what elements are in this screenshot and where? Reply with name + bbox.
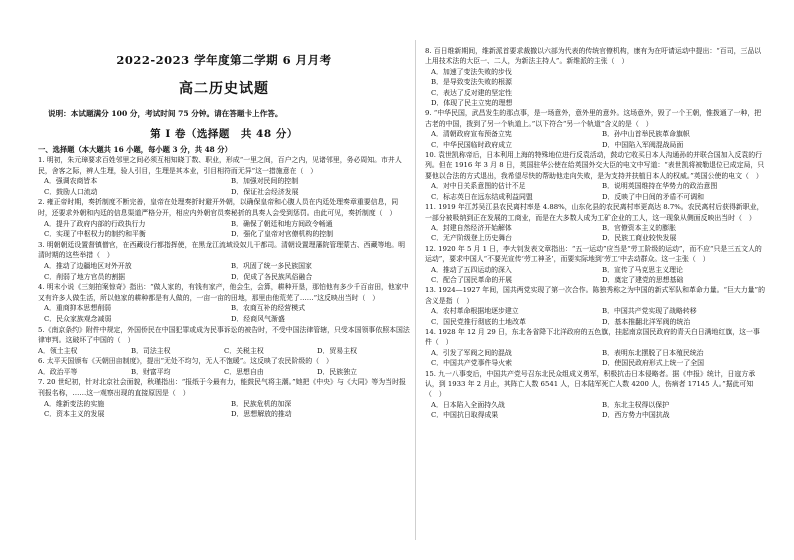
option-c: C．民众家族观念减弱: [44, 314, 112, 323]
option-a: A．提升了政府内部的行政执行力: [44, 219, 146, 228]
option-c: C．鼓励人口流动: [44, 187, 98, 196]
option-d: D．基本推翻北洋军阀的统治: [602, 317, 691, 326]
question-options: [38, 261, 410, 282]
option-b: B．农商互补的经营模式: [231, 304, 305, 313]
right-question-list: [425, 46, 765, 421]
part-title: 第 Ⅰ 卷（选择题 共 48 分）: [150, 128, 298, 140]
option-c: C．资本主义的发展: [44, 410, 105, 419]
option-b: B．中国共产党实现了战略转移: [602, 307, 697, 316]
option-a: A．维新变法的实施: [44, 399, 105, 408]
option-d: D．促成了各民族风俗融合: [231, 272, 313, 281]
option-b: B．东北主权得以保护: [602, 400, 670, 409]
question-stem: 2. 雍正帝时期，奏折制度不断完善，皇帝在处理奏折时避开外朝，以确保皇帝和心腹人员在内廷处理奏章重要信息，同时，还要求外朝和内廷的信息渠道严格分开，相应内外朝官员奏秘折的具奏人会受到惩罚。由此可见，奏折制度（ ）: [38, 198, 399, 217]
option-c: C．中国抗日取得成果: [431, 411, 499, 420]
option-b: B．宣传了马克思主义理论: [602, 265, 683, 274]
option-a: A．对中日关系意图的估计不足: [431, 182, 526, 191]
option-a: A．引发了军阀之间的混战: [431, 348, 512, 357]
question-stem: 9. “中华民国，武昌发生的那点事，是一场意外，意外里的意外。这场意外，毁了一个王朝，惟拨通了一种，把古老的中国，拨到了另一个轨道上。”以下符合“另一个轨道”含义的是（ ）: [425, 109, 762, 128]
option-c: C．国民党推行彻底的土地改革: [431, 317, 526, 326]
option-c: C．实现了中枢权力的制约和平衡: [44, 230, 146, 239]
question-options: [425, 265, 765, 286]
question-options: [38, 346, 410, 357]
option-b: B．官僚资本主义的膨胀: [602, 223, 676, 232]
question-stem: 5.《南京条约》附件中规定，外国侨民在中国犯罪或成为民事诉讼的被告时，不受中国法律管辖，只受本国领事依照本国法律审判。这破坏了中国的（ ）: [38, 325, 410, 345]
question-stem: 13. 1924—1927 年间，国共两党实现了第一次合作。陈独秀称之为中国的新式军队和革命力量。“巨大力量”的含义是指（ ）: [425, 286, 765, 305]
option-b: B．司法主权: [131, 346, 171, 355]
option-b: B．表明东北摆脱了日本殖民统治: [602, 348, 704, 357]
question-4: [38, 282, 410, 324]
question-stem: 1. 明初，朱元璋要求百姓邻里之间必须互相知晓丁数、职业，形成“一里之间，百户之内，见诸邻里，务必周知。市井人民，舍客之际，辨人生理，验人引目，生理是其本业，引目相符而无异”这一措施意在（ ）: [38, 156, 402, 175]
question-stem: 12. 1920 年 5 月 1 日，李大钊发表文章指出：“五一运动”应当是“劳工阶级的运动”，而不应“只是三五文人的运动”，要求中国人“不要光宣传‘劳工神圣’，而要实际地到‘劳工’中去动群众。这一主张（ ）: [425, 244, 762, 264]
option-b: B．说明英国维持在华势力的政治意图: [602, 182, 718, 191]
option-d: D．贸易主权: [317, 346, 357, 355]
question-options: [425, 348, 765, 369]
option-d: D．奠定了建党的思想基础: [602, 275, 684, 284]
question-options: [38, 367, 410, 378]
option-a: A．推动了边疆地区对外开放: [44, 261, 132, 270]
question-options: [425, 181, 765, 202]
question-1: [38, 155, 410, 197]
option-d: D．保证社会经济发展: [231, 187, 299, 196]
option-b: B．巩固了统一多民族国家: [231, 261, 312, 270]
option-b: B．民族危机的加深: [231, 399, 292, 408]
question-options: [425, 129, 765, 150]
left-column: [38, 0, 410, 420]
left-question-list: [38, 155, 410, 420]
option-a: A．农村革命根据地逐步建立: [431, 307, 519, 316]
option-c: C．中华民国临时政府成立: [431, 140, 513, 149]
question-2: [38, 197, 410, 239]
question-5: [38, 325, 410, 357]
option-c: C．思想自由: [224, 367, 264, 376]
option-d: D．反映了中日间的矛盾不可调和: [602, 192, 704, 201]
option-d: D．体现了民主立宪的理想: [431, 99, 513, 108]
right-column: [425, 0, 765, 421]
question-12: [425, 244, 765, 286]
question-stem: 4. 明末小说《三刻拍案惊奇》指出：“做人家的，有钱有家产，他会生，会算，耕种开垦，那怕他有多少千百亩田，他家中又有许多人做生活，所以他家的耕种都是有人做的，一亩一亩的田地，那里由他荒芜了……”这反映出当时（ ）: [38, 283, 409, 302]
question-7: [38, 377, 410, 419]
question-stem: 8. 百日维新期间，维新派首要求裁撤以六部为代表的传统官僚机构，康有为在吁请运动中提出：“百司，三品以上用技术法的大臣一、二人，为新法主持人”。新维派的主张（ ）: [425, 47, 762, 66]
question-stem: 11. 1919 年江苏吴江县农民离村率是 4.88%，山东化县的农民离村率更高达 8.7%。农民离村后获得新职业，一部分被吸纳到正在发展的工商业，而是在大多数人成为工矿企业的工人，这一现象从侧面反映出当时（ ）: [425, 203, 764, 222]
option-b: B．孙中山首举民族革命旗帜: [602, 130, 690, 139]
question-9: [425, 108, 765, 150]
question-options: [38, 303, 410, 324]
question-options: [38, 176, 410, 197]
option-d: D．西方势力中国抗战: [602, 411, 670, 420]
exam-notice: 说明：本试题满分 100 分，考试时间 75 分钟。请在答题卡上作答。: [48, 109, 283, 118]
option-b: B．加强对民间的控制: [231, 177, 299, 186]
exam-title: 2022-2023 学年度第二学期 6 月月考: [116, 53, 332, 67]
option-b: B．财富平均: [131, 367, 171, 376]
header: [38, 52, 410, 141]
option-b: B．是导致变法失败的根源: [431, 78, 512, 87]
option-c: C．削弱了地方官员的割据: [44, 272, 126, 281]
question-options: [38, 399, 410, 420]
question-options: [425, 67, 765, 109]
option-b: B．确保了朝廷和地方间政令畅通: [231, 219, 333, 228]
question-options: [425, 306, 765, 327]
option-d: D．思想解放的推动: [231, 410, 292, 419]
option-c: C．关税主权: [224, 346, 264, 355]
option-a: A．加速了变法失败的步伐: [431, 67, 512, 76]
question-10: [425, 150, 765, 202]
option-a: A．强调农商皆本: [44, 177, 98, 186]
option-a: A．重商抑本思想削弱: [44, 304, 111, 313]
question-3: [38, 240, 410, 282]
question-14: [425, 327, 765, 369]
option-d: D．民族工商业较快发展: [602, 234, 677, 243]
option-a: A．清朝政府宣布预备立宪: [431, 130, 512, 139]
question-stem: 3. 明朝朝廷设置督镇僧官，在西藏设行都指挥使，在黑龙江流域设奴儿干都司。清朝设置理藩院管理蒙古、西藏等地。明清时期的这些举措（ ）: [38, 240, 406, 260]
question-8: [425, 46, 765, 108]
question-options: [425, 223, 765, 244]
option-c: C．配合了国民革命的开展: [431, 275, 513, 284]
question-13: [425, 285, 765, 327]
section-title: 一、选择题（本大题共 16 小题，每小题 3 分，共 48 分）: [38, 145, 232, 154]
option-c: C．中国共产党事件导火索: [431, 359, 513, 368]
subject-title: 高二历史试题: [179, 81, 269, 97]
option-a: A．政治平等: [38, 367, 78, 376]
option-d: D．民族独立: [317, 367, 357, 376]
option-d: D．中国陷入军阀混战局面: [602, 140, 684, 149]
option-d: D．强化了皇帝对官僚机构的控制: [231, 230, 333, 239]
column-divider: [415, 40, 416, 540]
question-options: [38, 219, 410, 240]
option-c: C．表达了反对建的坚定性: [431, 88, 513, 97]
option-a: A．封建自然经济开始解体: [431, 223, 512, 232]
question-stem: 14. 1928 年 12 月 29 日，东北各省降下北洋政府的五色旗，挂起南京国民政府的青天白日满地红旗，这一事件（ ）: [425, 327, 760, 347]
question-11: [425, 202, 765, 244]
question-stem: 10. 袁世凯称帝后，日本利用上海的特殊地位进行反袁活动，鼓动它收买日本人沟通孙的并联合国加入反袁的行列。但在 1916 年 3 月 8 日，英国驻华公使在给英国外交大臣的电文中写道：“表世凯将被勒退位已成定局，只要他以合法的方式退出，我希望尽快的帮助他走向失败，是为支持并扶植日本人的权威。”英国公使的电文（ ）: [425, 151, 765, 180]
question-stem: 15. 九一八事变后，中国共产党号召东北民众组成义勇军，积极抗击日本侵略者。据《申报》统计，日寇方承认，到 1933 年 2 月止，其阵亡人数 6541 人，日本陆军死亡人数 4200 人，伤病者 17145 人。”据此可知（ ）: [425, 369, 756, 399]
option-c: C．标志英日在远东结成利益同盟: [431, 192, 533, 201]
option-a: A．领土主权: [38, 346, 78, 355]
option-c: C．无产阶级登上历史舞台: [431, 234, 513, 243]
question-stem: 6. 太平天国颁布《天朝田亩制度》，提出“无处不均匀，无人不饱暖”。这反映了农民阶级的（ ）: [38, 357, 333, 366]
option-a: A．日本陷入全面持久战: [431, 400, 505, 409]
question-options: [425, 400, 765, 421]
option-d: D．经商风气渐盛: [231, 314, 285, 323]
question-15: [425, 369, 765, 421]
question-6: [38, 356, 410, 377]
option-d: D．使国民政府形式上统一了全国: [602, 359, 704, 368]
option-a: A．推动了五四运动的深入: [431, 265, 512, 274]
question-stem: 7. 20 世纪初，针对北京社会面貌，秋瑾指出：“报纸于今最有力，能鼓民气将主潮。”她把《中央》与《大同》等为当时报刊报名称，……这一观察出现的直接原因是（ ）: [38, 378, 406, 398]
